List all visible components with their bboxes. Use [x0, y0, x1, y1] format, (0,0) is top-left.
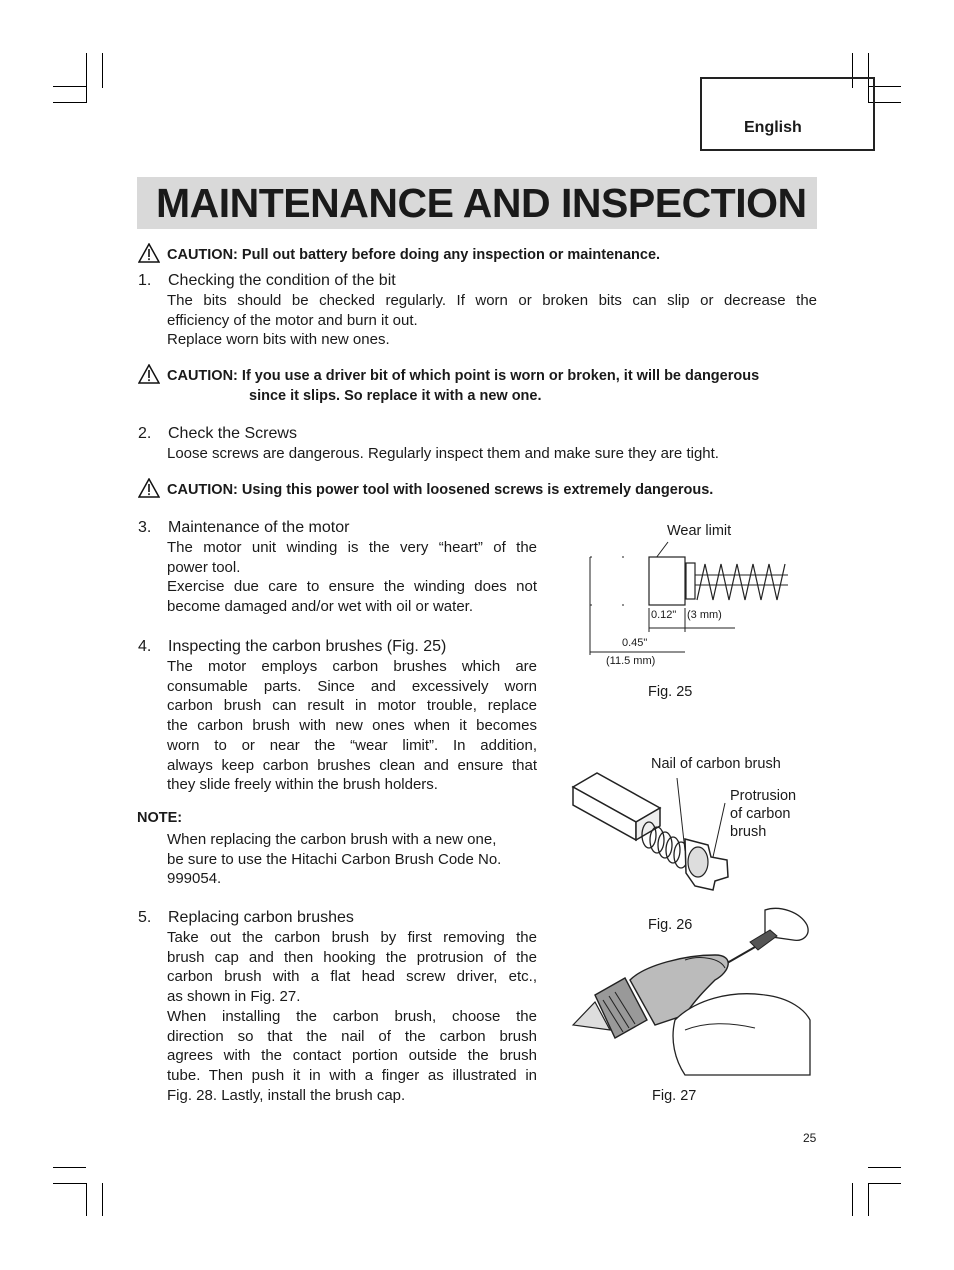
- page-title: MAINTENANCE AND INSPECTION: [156, 180, 807, 226]
- section-2-body: [167, 444, 817, 464]
- body-line: efficiency of the motor and burn it out.: [167, 311, 418, 329]
- body-line: agrees with the contact portion outside the brush: [167, 1047, 537, 1065]
- spring-coil: [697, 564, 785, 600]
- body-line: as shown in Fig. 27.: [167, 988, 301, 1006]
- section-4-body: [167, 657, 537, 795]
- body-line: Fig. 28. Lastly, install the brush cap.: [167, 1086, 406, 1104]
- caution-text: Using this power tool with loosened screws is extremely dangerous.: [241, 482, 714, 498]
- warning-icon: [138, 243, 160, 263]
- caution-text-continued: since it slips. So replace it with a new one.: [249, 388, 542, 404]
- body-line: worn to or near the “wear limit”. In addition,: [167, 736, 537, 754]
- fig27-caption: Fig. 27: [652, 1088, 697, 1104]
- body-line: they slide freely within the brush holders.: [167, 776, 438, 794]
- body-line: 999054.: [167, 870, 222, 888]
- caution-text: If you use a driver bit of which point is worn or broken, it will be dangerous: [241, 368, 760, 384]
- dimension-large-inch: 0.45": [622, 637, 648, 649]
- brush-nail: [688, 847, 708, 877]
- section-title: Check the Screws: [168, 425, 297, 442]
- section-title: Maintenance of the motor: [168, 519, 350, 536]
- body-line: When installing the carbon brush, choose the: [167, 1007, 537, 1025]
- fig26-caption: Fig. 26: [648, 917, 693, 933]
- fig26-carbon-brush-illustration: [565, 765, 745, 900]
- language-box: [700, 77, 875, 151]
- protrusion-label-line3: brush: [730, 824, 767, 840]
- dimension-small-inch: 0.12": [651, 609, 677, 621]
- protrusion-label-line1: Protrusion: [730, 788, 797, 804]
- body-line: Loose screws are dangerous. Regularly inspect them and make sure they are tight.: [167, 445, 719, 462]
- body-line: carbon brush with a flat head screw driver, etc.,: [167, 968, 537, 986]
- lower-hand: [673, 994, 810, 1075]
- protrusion-leader: [713, 803, 725, 857]
- section-number: 3.: [138, 519, 152, 536]
- dimension-small-mm: (3 mm): [687, 609, 722, 621]
- protrusion-label-line2: of carbon: [730, 806, 791, 822]
- caution-label: CAUTION:: [167, 482, 238, 498]
- page-number: 25: [803, 1131, 817, 1145]
- section-number: 5.: [138, 909, 152, 926]
- body-line: tube. Then push it in with a finger as illustrated in: [167, 1066, 537, 1084]
- body-line: direction so that the nail of the carbon brush: [167, 1027, 537, 1045]
- warning-icon: [138, 478, 160, 498]
- body-line: Take out the carbon brush by first removing the: [167, 929, 537, 946]
- note-body: [167, 830, 537, 889]
- section-number: 1.: [138, 272, 152, 289]
- body-line: When replacing the carbon brush with a new one,: [167, 831, 497, 848]
- section-number: 4.: [138, 638, 152, 655]
- body-line: The bits should be checked regularly. If worn or broken bits can slip or decrease the: [167, 292, 817, 309]
- body-line: become damaged and/or wet with oil or water.: [167, 598, 473, 616]
- caution-label: CAUTION:: [167, 368, 238, 384]
- nail-label: Nail of carbon brush: [651, 756, 781, 772]
- fig25-wear-limit-diagram: [560, 520, 810, 680]
- warning-icon: [138, 364, 160, 384]
- body-line: power tool.: [167, 558, 241, 576]
- section-number: 2.: [138, 425, 152, 442]
- dimension-large-mm: (11.5 mm): [606, 655, 656, 667]
- section-title: Inspecting the carbon brushes (Fig. 25): [168, 638, 447, 655]
- fig27-drill-illustration: [565, 900, 815, 1080]
- fig25-caption: Fig. 25: [648, 684, 693, 700]
- brush-wear-section: [649, 557, 685, 605]
- note-label: NOTE:: [137, 810, 183, 826]
- body-line: The motor employs carbon brushes which are: [167, 658, 537, 675]
- section-1-body: [167, 291, 817, 350]
- caution-text: Pull out battery before doing any inspection or maintenance.: [241, 247, 661, 263]
- wear-limit-label: Wear limit: [667, 523, 732, 539]
- body-line: consumable parts. Since and excessively worn: [167, 677, 537, 695]
- section-3-body: [167, 538, 537, 617]
- section-title: Checking the condition of the bit: [168, 272, 396, 289]
- language-label: English: [744, 119, 802, 136]
- body-line: brush cap and then hooking the protrusion of the: [167, 948, 537, 966]
- brush-contact: [686, 563, 695, 599]
- body-line: be sure to use the Hitachi Carbon Brush Code No.: [167, 850, 502, 868]
- body-line: Exercise due care to ensure the winding does not: [167, 578, 537, 596]
- body-line: Replace worn bits with new ones.: [167, 331, 390, 349]
- body-line: the carbon brush with new ones when it becomes: [167, 717, 537, 735]
- body-line: carbon brush can result in motor trouble, replace: [167, 697, 537, 715]
- body-line: The motor unit winding is the very “heart” of the: [167, 539, 537, 556]
- section-5-body: [167, 928, 537, 1105]
- body-line: always keep carbon brushes clean and ensure that: [167, 756, 537, 774]
- caution-label: CAUTION:: [167, 247, 238, 263]
- section-title: Replacing carbon brushes: [168, 909, 354, 926]
